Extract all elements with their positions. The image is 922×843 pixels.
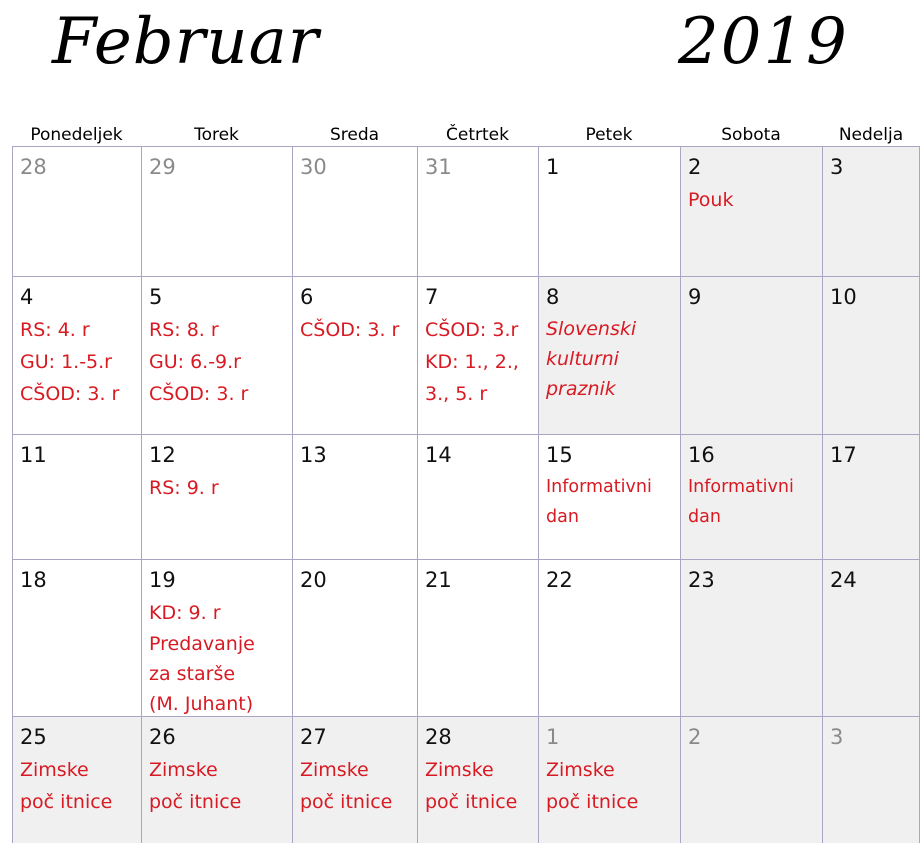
event-label: (M. Juhant): [149, 693, 254, 715]
grid-line-vertical: [12, 146, 13, 843]
event-label: CŠOD: 3. r: [300, 319, 400, 341]
day-events: [149, 314, 290, 410]
calendar-day-cell[interactable]: [12, 716, 141, 843]
day-events: [149, 754, 290, 818]
grid-line-vertical: [822, 146, 823, 843]
day-number: 27: [300, 725, 327, 749]
calendar-day-cell[interactable]: [538, 434, 680, 559]
day-number: 23: [688, 568, 715, 592]
calendar-day-cell[interactable]: [417, 716, 538, 843]
calendar-day-cell[interactable]: [141, 434, 292, 559]
weekday-header-1: Ponedeljek: [30, 125, 123, 145]
event-label: Predavanje: [149, 633, 255, 655]
calendar-day-cell[interactable]: [292, 716, 417, 843]
day-number: 20: [300, 568, 327, 592]
year-title: 2019: [678, 5, 849, 79]
grid-line-horizontal: [12, 146, 920, 147]
day-events: [149, 472, 290, 504]
day-events: [300, 754, 415, 818]
day-number: 19: [149, 568, 176, 592]
calendar-day-cell[interactable]: [680, 434, 822, 559]
event-label: KD: 9. r: [149, 602, 221, 624]
day-events: [546, 754, 678, 818]
day-events: [688, 184, 820, 216]
grid-line-vertical: [919, 146, 920, 843]
day-number: 3: [830, 725, 844, 749]
day-number: 2: [688, 725, 702, 749]
day-number: 31: [425, 155, 452, 179]
calendar-day-cell[interactable]: [680, 146, 822, 276]
event-label: poč itnice: [149, 791, 242, 813]
event-label: poč itnice: [300, 791, 393, 813]
calendar-day-cell[interactable]: [822, 146, 920, 276]
calendar-day-cell[interactable]: [538, 276, 680, 434]
event-label: Informativni: [688, 477, 794, 497]
event-label: GU: 6.-9.r: [149, 351, 241, 373]
month-title: Februar: [52, 5, 320, 79]
calendar-day-cell[interactable]: [141, 716, 292, 843]
calendar-day-cell[interactable]: [12, 434, 141, 559]
grid-line-horizontal: [12, 434, 920, 435]
weekday-header-7: Nedelja: [838, 125, 904, 145]
calendar-day-cell[interactable]: [680, 276, 822, 434]
event-label: kulturni: [546, 348, 619, 370]
day-number: 4: [20, 285, 34, 309]
day-number: 8: [546, 285, 560, 309]
weekday-header-3: Sreda: [329, 125, 380, 145]
day-number: 18: [20, 568, 47, 592]
calendar-day-cell[interactable]: [12, 559, 141, 716]
event-label: 3., 5. r: [425, 383, 488, 405]
day-number: 26: [149, 725, 176, 749]
day-number: 1: [546, 155, 560, 179]
day-number: 13: [300, 443, 327, 467]
day-number: 30: [300, 155, 327, 179]
event-label: Zimske: [20, 759, 89, 781]
event-label: Pouk: [688, 189, 734, 211]
calendar-day-cell[interactable]: [292, 559, 417, 716]
grid-line-horizontal: [12, 716, 920, 717]
day-number: 22: [546, 568, 573, 592]
day-number: 14: [425, 443, 452, 467]
day-number: 17: [830, 443, 857, 467]
event-label: RS: 9. r: [149, 477, 219, 499]
calendar-day-cell[interactable]: [12, 276, 141, 434]
day-events: [20, 754, 139, 818]
event-label: Zimske: [425, 759, 494, 781]
grid-line-vertical: [680, 146, 681, 843]
grid-line-vertical: [292, 146, 293, 843]
calendar-day-cell[interactable]: [141, 559, 292, 716]
day-number: 12: [149, 443, 176, 467]
day-events: [546, 472, 678, 532]
event-label: Slovenski: [546, 318, 637, 340]
day-number: 10: [830, 285, 857, 309]
event-label: Zimske: [546, 759, 615, 781]
calendar-day-cell[interactable]: [822, 276, 920, 434]
calendar-day-cell[interactable]: [417, 146, 538, 276]
calendar-day-cell[interactable]: [680, 559, 822, 716]
calendar-day-cell[interactable]: [292, 276, 417, 434]
calendar-day-cell[interactable]: [141, 146, 292, 276]
calendar-day-cell[interactable]: [538, 716, 680, 843]
day-number: 28: [425, 725, 452, 749]
event-label: poč itnice: [546, 791, 639, 813]
day-number: 1: [546, 725, 560, 749]
day-number: 7: [425, 285, 439, 309]
calendar-day-cell[interactable]: [12, 146, 141, 276]
grid-line-vertical: [538, 146, 539, 843]
weekday-header-5: Petek: [585, 125, 633, 145]
event-label: dan: [688, 507, 721, 527]
calendar-day-cell[interactable]: [417, 276, 538, 434]
day-number: 2: [688, 155, 702, 179]
event-label: Zimske: [300, 759, 369, 781]
calendar-day-cell[interactable]: [822, 434, 920, 559]
day-number: 21: [425, 568, 452, 592]
grid-line-horizontal: [12, 276, 920, 277]
weekday-header-2: Torek: [194, 125, 239, 145]
event-label: dan: [546, 507, 579, 527]
day-number: 3: [830, 155, 844, 179]
day-events: [20, 314, 139, 410]
day-number: 5: [149, 285, 163, 309]
calendar-day-cell[interactable]: [292, 146, 417, 276]
calendar-day-cell[interactable]: [680, 716, 822, 843]
event-label: GU: 1.-5.r: [20, 351, 112, 373]
event-label: KD: 1., 2.,: [425, 351, 519, 373]
calendar-day-cell[interactable]: [141, 276, 292, 434]
calendar-day-cell[interactable]: [292, 434, 417, 559]
calendar-day-cell[interactable]: [417, 559, 538, 716]
day-events: [300, 314, 415, 346]
day-number: 28: [20, 155, 47, 179]
calendar-day-cell[interactable]: [417, 434, 538, 559]
weekday-header-6: Sobota: [721, 125, 781, 145]
day-events: [425, 314, 536, 410]
event-label: poč itnice: [425, 791, 518, 813]
grid-line-horizontal: [12, 559, 920, 560]
day-events: [546, 314, 678, 404]
event-label: praznik: [546, 378, 616, 400]
day-events: [149, 597, 290, 716]
calendar-day-cell[interactable]: [822, 559, 920, 716]
calendar-day-cell[interactable]: [822, 716, 920, 843]
weekday-header-4: Četrtek: [446, 125, 509, 145]
day-number: 25: [20, 725, 47, 749]
calendar-day-cell[interactable]: [538, 146, 680, 276]
grid-line-vertical: [417, 146, 418, 843]
day-number: 24: [830, 568, 857, 592]
event-label: RS: 8. r: [149, 319, 219, 341]
day-number: 11: [20, 443, 47, 467]
calendar-day-cell[interactable]: [538, 559, 680, 716]
day-number: 29: [149, 155, 176, 179]
day-number: 9: [688, 285, 702, 309]
day-number: 15: [546, 443, 573, 467]
event-label: CŠOD: 3. r: [20, 383, 120, 405]
day-events: [425, 754, 536, 818]
event-label: CŠOD: 3. r: [149, 383, 249, 405]
event-label: Zimske: [149, 759, 218, 781]
day-number: 16: [688, 443, 715, 467]
event-label: poč itnice: [20, 791, 113, 813]
event-label: RS: 4. r: [20, 319, 90, 341]
day-number: 6: [300, 285, 314, 309]
grid-line-vertical: [141, 146, 142, 843]
event-label: CŠOD: 3.r: [425, 319, 519, 341]
day-events: [688, 472, 820, 532]
event-label: za starše: [149, 663, 236, 685]
event-label: Informativni: [546, 477, 652, 497]
